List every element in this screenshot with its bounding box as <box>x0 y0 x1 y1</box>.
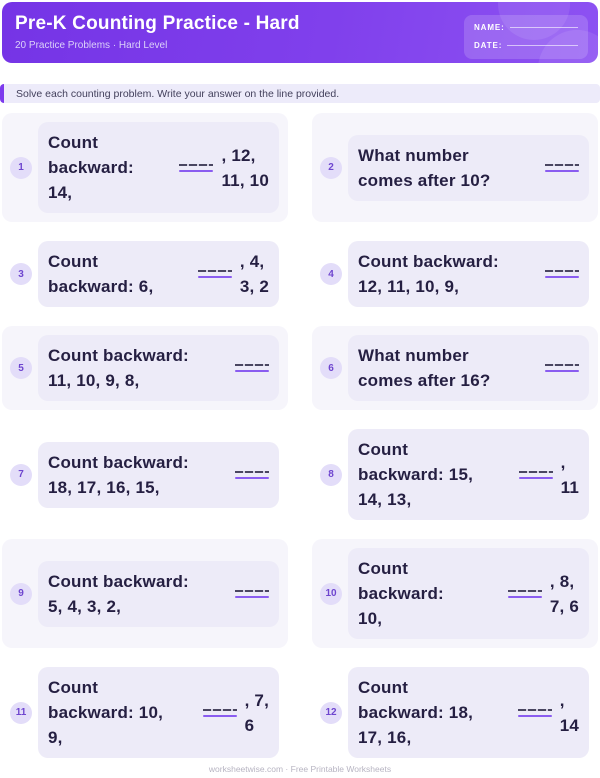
problem-question: Count backward: 18, 17, 16, 15, <box>48 452 189 497</box>
problem-number-badge: 2 <box>320 157 342 179</box>
problem-content <box>348 135 589 201</box>
problem-number-badge: 4 <box>320 263 342 285</box>
problem-answer <box>173 143 269 193</box>
problem-card <box>312 539 598 648</box>
problems-row <box>2 539 598 648</box>
problem-card <box>2 326 288 410</box>
problem-card <box>312 420 598 529</box>
problem-content <box>348 548 589 639</box>
problem-question: Count backward: 10, 9, <box>48 678 164 747</box>
answer-blank <box>179 164 213 172</box>
answer-blank <box>203 709 237 717</box>
name-date-box <box>464 15 588 59</box>
problem-question: Count backward: 14, <box>48 133 134 202</box>
problem-card <box>312 113 598 222</box>
problem-question: Count backward: 11, 10, 9, 8, <box>48 346 189 390</box>
problem-content <box>348 241 589 307</box>
problem-question: What number comes after 10? <box>358 145 491 190</box>
instruction-bar <box>0 84 600 103</box>
problem-card <box>312 658 598 767</box>
answer-suffix: , 11 <box>560 452 579 497</box>
problem-card <box>2 420 288 529</box>
problem-question: Count backward: 15, 14, 13, <box>358 440 474 509</box>
problem-answer <box>539 270 579 278</box>
answer-blank <box>235 471 269 479</box>
problem-answer <box>539 164 579 172</box>
problem-question: Count backward: 18, 17, 16, <box>358 678 474 747</box>
answer-blank <box>545 364 579 372</box>
problem-question: Count backward: 10, <box>358 559 444 628</box>
worksheet-header <box>2 2 598 63</box>
problem-answer <box>229 471 269 479</box>
problems-row <box>2 113 598 222</box>
problem-content <box>348 429 589 520</box>
answer-blank <box>198 270 232 278</box>
page-title: Pre-K Counting Practice - Hard <box>15 13 300 34</box>
problem-card <box>2 539 288 648</box>
name-fill-line <box>510 27 578 28</box>
problem-number-badge: 9 <box>10 583 32 605</box>
problem-card <box>312 232 598 316</box>
answer-suffix: , 8, 7, 6 <box>549 571 579 616</box>
answer-blank <box>235 364 269 372</box>
problem-answer <box>513 450 579 500</box>
answer-blank <box>545 164 579 172</box>
problem-card <box>312 326 598 410</box>
problem-content <box>38 335 279 401</box>
problem-question: Count backward: 12, 11, 10, 9, <box>358 252 499 296</box>
problem-answer <box>192 249 269 299</box>
problem-answer <box>539 364 579 372</box>
instruction-text: Solve each counting problem. Write your answer on the line provided. <box>16 87 340 100</box>
problem-content <box>38 442 279 508</box>
problem-content <box>38 561 279 627</box>
name-label: NAME: <box>474 23 505 32</box>
problem-answer <box>512 688 579 738</box>
problem-number-badge: 12 <box>320 702 342 724</box>
problem-answer <box>197 688 269 738</box>
answer-suffix: , 7, 6 <box>244 690 269 735</box>
problem-answer <box>229 364 269 372</box>
problem-number-badge: 5 <box>10 357 32 379</box>
problem-content <box>348 667 589 758</box>
problem-question: What number comes after 16? <box>358 346 491 390</box>
problems-row <box>2 420 598 529</box>
problem-number-badge: 7 <box>10 464 32 486</box>
problem-content <box>38 667 279 758</box>
problem-content <box>348 335 589 401</box>
problem-answer <box>229 590 269 598</box>
problem-content <box>38 241 279 307</box>
answer-blank <box>545 270 579 278</box>
answer-suffix: , 12, 11, 10 <box>221 145 269 190</box>
name-row <box>474 23 578 32</box>
problems-row <box>2 658 598 767</box>
problem-number-badge: 11 <box>10 702 32 724</box>
answer-suffix: , 14 <box>559 690 579 735</box>
problem-number-badge: 1 <box>10 157 32 179</box>
answer-blank <box>508 590 542 598</box>
problem-card <box>2 232 288 316</box>
footer-credit: worksheetwise.com · Free Printable Worksheets <box>208 764 392 774</box>
problems-row <box>2 232 598 316</box>
problem-answer <box>502 569 579 619</box>
date-fill-line <box>507 45 578 46</box>
problem-card <box>2 658 288 767</box>
problem-question: Count backward: 6, <box>48 252 154 296</box>
problem-question: Count backward: 5, 4, 3, 2, <box>48 571 189 616</box>
answer-suffix: , 4, 3, 2 <box>239 252 269 296</box>
problem-number-badge: 6 <box>320 357 342 379</box>
problems-grid <box>0 113 600 767</box>
date-row <box>474 41 578 50</box>
answer-blank <box>235 590 269 598</box>
problem-card <box>2 113 288 222</box>
page-subtitle: 20 Practice Problems · Hard Level <box>15 40 168 51</box>
problem-number-badge: 10 <box>320 583 342 605</box>
problems-row <box>2 326 598 410</box>
problem-content <box>38 122 279 213</box>
answer-blank <box>518 709 552 717</box>
date-label: DATE: <box>474 41 503 50</box>
problem-number-badge: 3 <box>10 263 32 285</box>
answer-blank <box>519 471 553 479</box>
problem-number-badge: 8 <box>320 464 342 486</box>
